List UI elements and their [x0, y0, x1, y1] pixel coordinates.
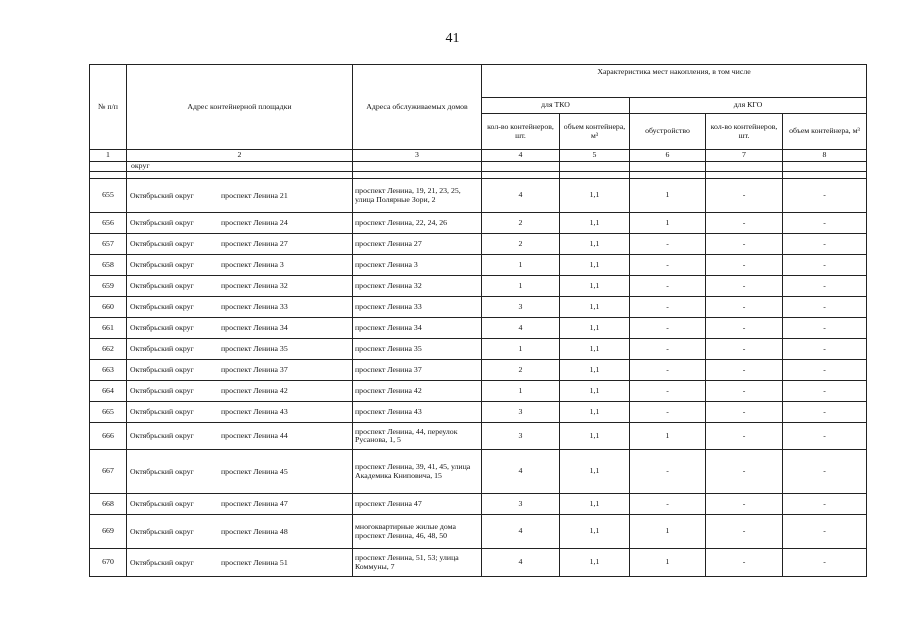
row-number: 664 [90, 381, 127, 402]
tko-count: 4 [482, 318, 560, 339]
served-houses: проспект Ленина, 19, 21, 23, 25, улица Полярные Зори, 2 [353, 179, 482, 213]
site-address [127, 423, 353, 450]
tko-volume: 1,1 [560, 179, 630, 213]
header-characteristics: Характеристика мест накопления, в том числе [482, 65, 867, 98]
served-houses: проспект Ленина 34 [353, 318, 482, 339]
served-houses: проспект Ленина 27 [353, 234, 482, 255]
district-name: Октябрьский округ [130, 190, 194, 200]
district-name: Октябрьский округ [130, 364, 194, 374]
kgo-count: - [706, 360, 783, 381]
site-address [127, 297, 353, 318]
tko-count: 3 [482, 423, 560, 450]
kgo-arrangement: - [630, 494, 706, 515]
index-cell: 6 [630, 150, 706, 162]
tko-count: 4 [482, 515, 560, 549]
tko-volume: 1,1 [560, 549, 630, 577]
street-address: проспект Ленина 43 [221, 406, 288, 416]
served-houses: проспект Ленина, 39, 41, 45, улица Академика Книповича, 15 [353, 450, 482, 494]
kgo-count: - [706, 297, 783, 318]
tko-count: 3 [482, 297, 560, 318]
kgo-volume: - [783, 381, 867, 402]
kgo-arrangement: - [630, 318, 706, 339]
tko-volume: 1,1 [560, 450, 630, 494]
served-houses: проспект Ленина 37 [353, 360, 482, 381]
street-address: проспект Ленина 37 [221, 364, 288, 374]
kgo-volume: - [783, 360, 867, 381]
tko-volume: 1,1 [560, 234, 630, 255]
tko-volume: 1,1 [560, 213, 630, 234]
table-row [90, 423, 867, 450]
row-number: 666 [90, 423, 127, 450]
tko-volume: 1,1 [560, 402, 630, 423]
kgo-volume: - [783, 450, 867, 494]
kgo-volume: - [783, 549, 867, 577]
street-address: проспект Ленина 45 [221, 466, 288, 476]
continuation-row [90, 162, 867, 172]
kgo-arrangement: 1 [630, 549, 706, 577]
street-address: проспект Ленина 48 [221, 526, 288, 536]
row-number: 655 [90, 179, 127, 213]
tko-count: 4 [482, 179, 560, 213]
served-houses: проспект Ленина 35 [353, 339, 482, 360]
site-address [127, 276, 353, 297]
site-address [127, 381, 353, 402]
kgo-arrangement: - [630, 450, 706, 494]
container-sites-table [89, 64, 867, 577]
row-number: 661 [90, 318, 127, 339]
tko-volume: 1,1 [560, 255, 630, 276]
table-row [90, 297, 867, 318]
row-number: 657 [90, 234, 127, 255]
kgo-arrangement: - [630, 234, 706, 255]
index-cell: 1 [90, 150, 127, 162]
row-number: 670 [90, 549, 127, 577]
row-number: 658 [90, 255, 127, 276]
served-houses: проспект Ленина 33 [353, 297, 482, 318]
served-houses: проспект Ленина, 22, 24, 26 [353, 213, 482, 234]
district-name: Октябрьский округ [130, 385, 194, 395]
tko-count: 2 [482, 360, 560, 381]
table-row [90, 450, 867, 494]
street-address: проспект Ленина 42 [221, 385, 288, 395]
tko-count: 1 [482, 276, 560, 297]
district-name: Октябрьский округ [130, 301, 194, 311]
street-address: проспект Ленина 35 [221, 343, 288, 353]
served-houses: проспект Ленина 3 [353, 255, 482, 276]
site-address [127, 515, 353, 549]
site-address [127, 360, 353, 381]
tko-count: 4 [482, 450, 560, 494]
kgo-count: - [706, 276, 783, 297]
table-row [90, 549, 867, 577]
index-cell: 5 [560, 150, 630, 162]
kgo-count: - [706, 339, 783, 360]
district-name: Октябрьский округ [130, 466, 194, 476]
kgo-volume: - [783, 423, 867, 450]
district-name: Октябрьский округ [130, 498, 194, 508]
row-number: 663 [90, 360, 127, 381]
tko-count: 3 [482, 494, 560, 515]
kgo-count: - [706, 213, 783, 234]
kgo-count: - [706, 318, 783, 339]
kgo-arrangement: - [630, 339, 706, 360]
site-address [127, 255, 353, 276]
kgo-count: - [706, 255, 783, 276]
header-num: № п/п [90, 65, 127, 150]
kgo-arrangement: - [630, 297, 706, 318]
table-row [90, 234, 867, 255]
site-address [127, 318, 353, 339]
index-cell: 4 [482, 150, 560, 162]
row-number: 665 [90, 402, 127, 423]
street-address: проспект Ленина 47 [221, 498, 288, 508]
kgo-arrangement: 1 [630, 515, 706, 549]
kgo-volume: - [783, 276, 867, 297]
header-tko-volume: объем контейнера, м³ [560, 114, 630, 150]
header-kgo-count: кол-во контейнеров, шт. [706, 114, 783, 150]
kgo-volume: - [783, 213, 867, 234]
site-address [127, 339, 353, 360]
table-row [90, 179, 867, 213]
tko-volume: 1,1 [560, 515, 630, 549]
tko-volume: 1,1 [560, 339, 630, 360]
table-row [90, 494, 867, 515]
district-name: Октябрьский округ [130, 238, 194, 248]
tko-volume: 1,1 [560, 318, 630, 339]
spacer-row [90, 172, 867, 179]
table-row [90, 381, 867, 402]
kgo-arrangement: - [630, 276, 706, 297]
kgo-arrangement: - [630, 402, 706, 423]
district-name: Октябрьский округ [130, 343, 194, 353]
district-name: Октябрьский округ [130, 526, 194, 536]
street-address: проспект Ленина 44 [221, 430, 288, 440]
tko-volume: 1,1 [560, 276, 630, 297]
street-address: проспект Ленина 33 [221, 301, 288, 311]
tko-volume: 1,1 [560, 423, 630, 450]
served-houses: проспект Ленина 43 [353, 402, 482, 423]
table-row [90, 276, 867, 297]
header-kgo-arrangement: обустройство [630, 114, 706, 150]
kgo-arrangement: 1 [630, 423, 706, 450]
table-row [90, 318, 867, 339]
kgo-count: - [706, 381, 783, 402]
tko-count: 1 [482, 381, 560, 402]
site-address [127, 450, 353, 494]
kgo-volume: - [783, 297, 867, 318]
kgo-volume: - [783, 179, 867, 213]
kgo-volume: - [783, 318, 867, 339]
row-number: 656 [90, 213, 127, 234]
served-houses: проспект Ленина 32 [353, 276, 482, 297]
kgo-arrangement: 1 [630, 179, 706, 213]
kgo-volume: - [783, 494, 867, 515]
header-group-kgo: для КГО [630, 98, 867, 114]
site-address [127, 494, 353, 515]
site-address [127, 234, 353, 255]
kgo-count: - [706, 402, 783, 423]
header-tko-count: кол-во контейнеров, шт. [482, 114, 560, 150]
kgo-count: - [706, 234, 783, 255]
street-address: проспект Ленина 24 [221, 217, 288, 227]
page-number: 41 [445, 31, 460, 46]
kgo-count: - [706, 423, 783, 450]
table-row [90, 339, 867, 360]
street-address: проспект Ленина 32 [221, 280, 288, 290]
header-address: Адрес контейнерной площадки [127, 65, 353, 150]
header-served: Адреса обслуживаемых домов [353, 65, 482, 150]
header-group-tko: для ТКО [482, 98, 630, 114]
kgo-count: - [706, 450, 783, 494]
district-name: Октябрьский округ [130, 430, 194, 440]
street-address: проспект Ленина 51 [221, 557, 288, 567]
site-address [127, 179, 353, 213]
street-address: проспект Ленина 34 [221, 322, 288, 332]
kgo-volume: - [783, 255, 867, 276]
kgo-arrangement: 1 [630, 213, 706, 234]
street-address: проспект Ленина 3 [221, 259, 284, 269]
district-name: Октябрьский округ [130, 322, 194, 332]
kgo-volume: - [783, 515, 867, 549]
tko-count: 3 [482, 402, 560, 423]
kgo-volume: - [783, 402, 867, 423]
row-number: 660 [90, 297, 127, 318]
table-row [90, 255, 867, 276]
tko-volume: 1,1 [560, 360, 630, 381]
row-number: 668 [90, 494, 127, 515]
district-name: Октябрьский округ [130, 280, 194, 290]
tko-volume: 1,1 [560, 297, 630, 318]
site-address [127, 213, 353, 234]
tko-volume: 1,1 [560, 494, 630, 515]
index-cell: 8 [783, 150, 867, 162]
index-cell: 2 [127, 150, 353, 162]
kgo-volume: - [783, 339, 867, 360]
table-row [90, 515, 867, 549]
tko-count: 1 [482, 255, 560, 276]
tko-count: 1 [482, 339, 560, 360]
tko-count: 2 [482, 213, 560, 234]
street-address: проспект Ленина 21 [221, 190, 288, 200]
table-row [90, 360, 867, 381]
row-number: 667 [90, 450, 127, 494]
site-address [127, 402, 353, 423]
kgo-count: - [706, 549, 783, 577]
row-number: 659 [90, 276, 127, 297]
tko-count: 4 [482, 549, 560, 577]
kgo-count: - [706, 515, 783, 549]
table-row [90, 213, 867, 234]
kgo-count: - [706, 179, 783, 213]
served-houses: проспект Ленина, 51, 53; улица Коммуны, 7 [353, 549, 482, 577]
served-houses: проспект Ленина 42 [353, 381, 482, 402]
kgo-count: - [706, 494, 783, 515]
district-name: Октябрьский округ [130, 217, 194, 227]
served-houses: проспект Ленина 47 [353, 494, 482, 515]
kgo-arrangement: - [630, 255, 706, 276]
served-houses: многоквартирные жилые дома проспект Ленина, 46, 48, 50 [353, 515, 482, 549]
kgo-arrangement: - [630, 381, 706, 402]
kgo-arrangement: - [630, 360, 706, 381]
kgo-volume: - [783, 234, 867, 255]
tko-count: 2 [482, 234, 560, 255]
continuation-text: округ [127, 162, 353, 172]
district-name: Октябрьский округ [130, 557, 194, 567]
index-cell: 3 [353, 150, 482, 162]
row-number: 662 [90, 339, 127, 360]
street-address: проспект Ленина 27 [221, 238, 288, 248]
header-kgo-volume: объем контейнера, м³ [783, 114, 867, 150]
index-cell: 7 [706, 150, 783, 162]
district-name: Октябрьский округ [130, 259, 194, 269]
served-houses: проспект Ленина, 44, переулок Русанова, 1, 5 [353, 423, 482, 450]
table-row [90, 402, 867, 423]
tko-volume: 1,1 [560, 381, 630, 402]
site-address [127, 549, 353, 577]
district-name: Октябрьский округ [130, 406, 194, 416]
row-number: 669 [90, 515, 127, 549]
